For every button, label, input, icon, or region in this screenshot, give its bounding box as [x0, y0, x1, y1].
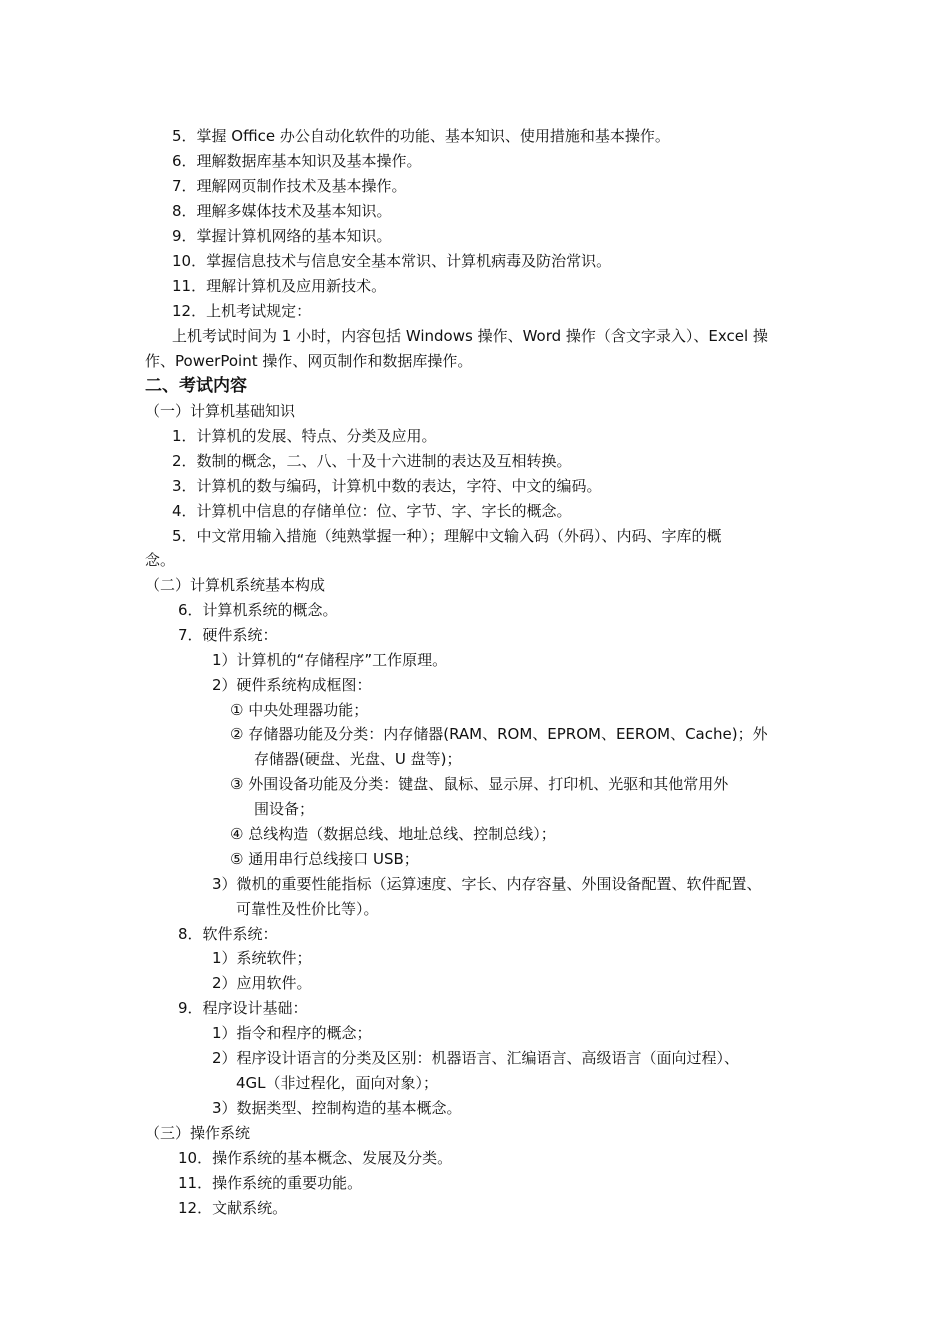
- list-item: 10．掌握信息技术与信息安全基本常识、计算机病毒及防治常识。: [172, 252, 612, 270]
- sub-list-item: 3）数据类型、控制构造的基本概念。: [212, 1099, 462, 1117]
- circled-list-item: ② 存储器功能及分类：内存储器(RAM、ROM、EPROM、EEROM、Cache)；外: [230, 725, 768, 743]
- subsection-heading: （一）计算机基础知识: [145, 402, 296, 420]
- circled-list-item: ④ 总线构造（数据总线、地址总线、控制总线）；: [230, 825, 556, 843]
- sub-list-item: 1）系统软件；: [212, 949, 312, 967]
- list-item-continuation: 可靠性及性价比等）。: [236, 900, 379, 918]
- list-item: 12．文献系统。: [178, 1199, 288, 1217]
- circled-list-item: ③ 外围设备功能及分类：键盘、鼠标、显示屏、打印机、光驱和其他常用外: [230, 775, 729, 793]
- circled-list-item: ① 中央处理器功能；: [230, 701, 369, 719]
- list-item: 11．操作系统的重要功能。: [178, 1174, 363, 1192]
- sub-list-item: 2）应用软件。: [212, 974, 312, 992]
- subsection-heading: （三）操作系统: [145, 1124, 251, 1142]
- list-item: 12．上机考试规定：: [172, 302, 312, 320]
- circled-list-item: ⑤ 通用串行总线接口 USB；: [230, 850, 419, 868]
- list-item-continuation: 念。: [145, 551, 176, 569]
- list-item: 8．理解多媒体技术及基本知识。: [172, 202, 392, 220]
- list-item: 1．计算机的发展、特点、分类及应用。: [172, 427, 437, 445]
- list-item: 7．理解网页制作技术及基本操作。: [172, 177, 407, 195]
- section-heading: 二、考试内容: [145, 376, 247, 396]
- sub-list-item: 1）指令和程序的概念；: [212, 1024, 372, 1042]
- list-item: 9．掌握计算机网络的基本知识。: [172, 227, 392, 245]
- sub-list-item: 3）微机的重要性能指标（运算速度、字长、内存容量、外围设备配置、软件配置、: [212, 875, 762, 893]
- list-item-continuation: 围设备；: [254, 800, 315, 818]
- list-item: 11．理解计算机及应用新技术。: [172, 277, 387, 295]
- sub-list-item: 2）程序设计语言的分类及区别：机器语言、汇编语言、高级语言（面向过程）、: [212, 1049, 740, 1067]
- list-item: 6．计算机系统的概念。: [178, 601, 338, 619]
- list-item: 8．软件系统：: [178, 925, 278, 943]
- list-item: 6．理解数据库基本知识及基本操作。: [172, 152, 422, 170]
- paragraph-line: 作、PowerPoint 操作、网页制作和数据库操作。: [145, 352, 473, 370]
- list-item: 9．程序设计基础：: [178, 999, 308, 1017]
- list-item: 3．计算机的数与编码，计算机中数的表达，字符、中文的编码。: [172, 477, 602, 495]
- list-item: 5．掌握 Office 办公自动化软件的功能、基本知识、使用措施和基本操作。: [172, 127, 670, 145]
- list-item: 2．数制的概念，二、八、十及十六进制的表达及互相转换。: [172, 452, 572, 470]
- list-item: 7．硬件系统：: [178, 626, 278, 644]
- list-item-continuation: 4GL（非过程化，面向对象）；: [236, 1074, 439, 1092]
- list-item: 4．计算机中信息的存储单位：位、字节、字、字长的概念。: [172, 502, 572, 520]
- list-item: 5．中文常用输入措施（纯熟掌握一种）；理解中文输入码（外码）、内码、字库的概: [172, 527, 722, 545]
- list-item: 10．操作系统的基本概念、发展及分类。: [178, 1149, 453, 1167]
- paragraph-line: 上机考试时间为 1 小时，内容包括 Windows 操作、Word 操作（含文字录入）、Excel 操: [172, 327, 768, 345]
- list-item-continuation: 存储器(硬盘、光盘、U 盘等)；: [254, 750, 462, 768]
- sub-list-item: 2）硬件系统构成框图：: [212, 676, 372, 694]
- subsection-heading: （二）计算机系统基本构成: [145, 576, 326, 594]
- sub-list-item: 1）计算机的“存储程序”工作原理。: [212, 651, 448, 669]
